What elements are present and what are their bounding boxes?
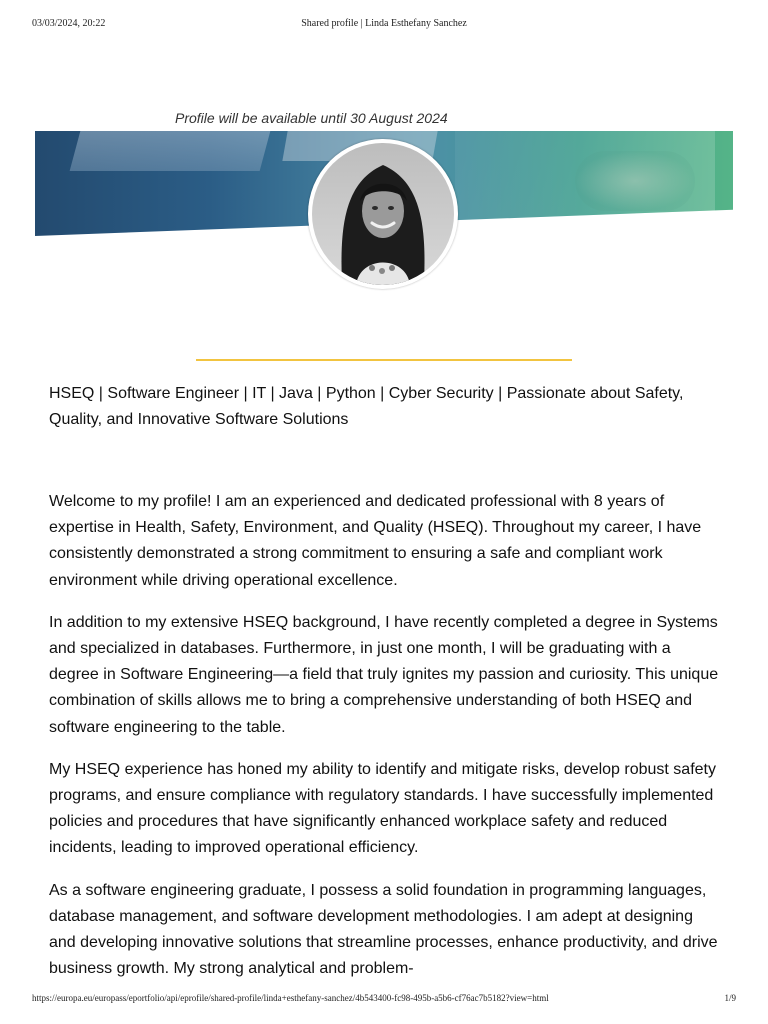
- avatar-portrait-icon: [312, 143, 454, 285]
- print-header: [32, 18, 736, 32]
- about-section: [49, 489, 719, 998]
- print-footer: [32, 993, 736, 1007]
- print-url: https://europa.eu/europass/eportfolio/api/eprofile/shared-profile/linda+esthefany-sanchez/4b543400-fc98-495b-a5b6-cf76ac7b5182?view=html: [32, 993, 549, 1003]
- avatar: [308, 139, 458, 289]
- banner-laptop-shape: [70, 131, 271, 171]
- about-paragraph: In addition to my extensive HSEQ background, I have recently completed a degree in Systems and specialized in databases. Furthermore, in just one month, I will be graduating with a degree in Software Engineering—a field that truly ignites my passion and curiosity. This unique combination of skills allows me to bring a comprehensive understanding of both HSEQ and software engineering to the table.: [49, 613, 719, 736]
- banner-hands-shape: [575, 151, 695, 211]
- profile-headline: HSEQ | Software Engineer | IT | Java | Python | Cyber Security | Passionate about Safety, Quality, and Innovative Software Solutions: [49, 385, 684, 428]
- avatar-photo: [312, 143, 454, 285]
- availability-note: Profile will be available until 30 August 2024: [175, 110, 448, 126]
- about-paragraph: As a software engineering graduate, I possess a solid foundation in programming languages, database management, and software development methodologies. I am adept at designing and developing innovative solutions that streamline processes, enhance productivity, and drive business growth. My strong analytical and problem-: [49, 881, 718, 978]
- about-paragraph: Welcome to my profile! I am an experienced and dedicated professional with 8 years of expertise in Health, Safety, Environment, and Quality (HSEQ). Throughout my career, I have consistently demonstrated a strong commitment to ensuring a safe and compliant work environment while driving operational excellence.: [49, 493, 702, 589]
- about-paragraph: My HSEQ experience has honed my ability to identify and mitigate risks, develop robust safety programs, and ensure compliance with regulatory standards. I have successfully implemented policies and procedures that have significantly enhanced workplace safety and reduced incidents, leading to improved operational efficiency.: [49, 760, 716, 857]
- page-indicator: 1/9: [724, 993, 736, 1003]
- print-page-title: Shared profile | Linda Esthefany Sanchez: [301, 18, 467, 29]
- section-divider: [196, 359, 572, 361]
- print-datetime: 03/03/2024, 20:22: [32, 18, 106, 29]
